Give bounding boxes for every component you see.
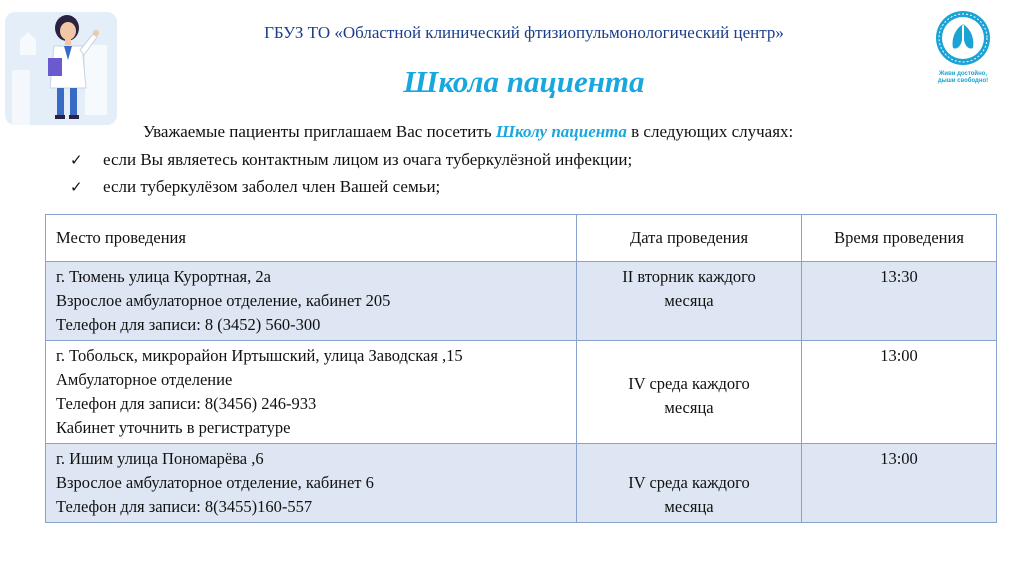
intro-before: Уважаемые пациенты приглашаем Вас посетить — [143, 122, 496, 141]
place-department: Амбулаторное отделение — [56, 370, 233, 389]
organization-name: ГБУЗ ТО «Областной клинический фтизиопульмонологический центр» — [264, 23, 784, 42]
table-header-row — [46, 215, 997, 262]
place-city: г. Ишим улица Пономарёва ,6 — [56, 449, 264, 468]
time-cell: 13:00 — [802, 444, 997, 523]
date-cell — [577, 262, 802, 341]
check-mark-icon: ✓ — [70, 151, 83, 169]
logo-text-line-2: дыши свободно! — [937, 78, 989, 84]
intro-text — [143, 122, 793, 142]
place-department: Взрослое амбулаторное отделение, кабинет 205 — [56, 291, 391, 310]
place-cell — [46, 262, 577, 341]
place-city: г. Тобольск, микрорайон Иртышский, улица Заводская ,15 — [56, 346, 463, 365]
list-item-text: если туберкулёзом заболел член Вашей семьи; — [103, 177, 441, 196]
place-note: Кабинет уточнить в регистратуре — [56, 418, 291, 437]
place-phone: Телефон для записи: 8 (3452) 560-300 — [56, 315, 321, 334]
intro-after: в следующих случаях: — [626, 122, 794, 141]
page-title: Школа пациента — [403, 64, 645, 99]
list-item-text: если Вы являетесь контактным лицом из очага туберкулёзной инфекции; — [103, 150, 633, 169]
place-cell — [46, 341, 577, 444]
time-cell: 13:30 — [802, 262, 997, 341]
time-cell: 13:00 — [802, 341, 997, 444]
table-row — [46, 444, 997, 523]
date-line: месяца — [664, 397, 714, 417]
schedule-table — [45, 214, 997, 523]
header-date: Дата проведения — [577, 215, 802, 262]
table-row — [46, 341, 997, 444]
table-row — [46, 262, 997, 341]
header-place: Место проведения — [46, 215, 577, 262]
date-line: IV среда каждого — [628, 473, 750, 492]
place-phone: Телефон для записи: 8(3455)160-557 — [56, 497, 313, 516]
header-time: Время проведения — [802, 215, 997, 262]
place-department: Взрослое амбулаторное отделение, кабинет 6 — [56, 473, 374, 492]
place-phone: Телефон для записи: 8(3456) 246-933 — [56, 394, 317, 413]
date-line: месяца — [664, 497, 714, 516]
date-line: месяца — [664, 291, 714, 310]
list-item — [70, 148, 632, 175]
list-item — [70, 175, 632, 202]
place-city: г. Тюмень улица Курортная, 2а — [56, 267, 271, 286]
place-cell — [46, 444, 577, 523]
check-mark-icon: ✓ — [70, 178, 83, 196]
doctor-illustration — [0, 0, 130, 125]
logo-text-line-1: Живи достойно, — [938, 71, 988, 77]
date-cell — [577, 341, 802, 444]
conditions-list — [70, 148, 632, 202]
intro-accent: Школу пациента — [495, 122, 627, 141]
date-line: II вторник каждого — [622, 267, 756, 286]
date-cell — [577, 444, 802, 523]
date-line: IV среда каждого — [628, 373, 750, 393]
